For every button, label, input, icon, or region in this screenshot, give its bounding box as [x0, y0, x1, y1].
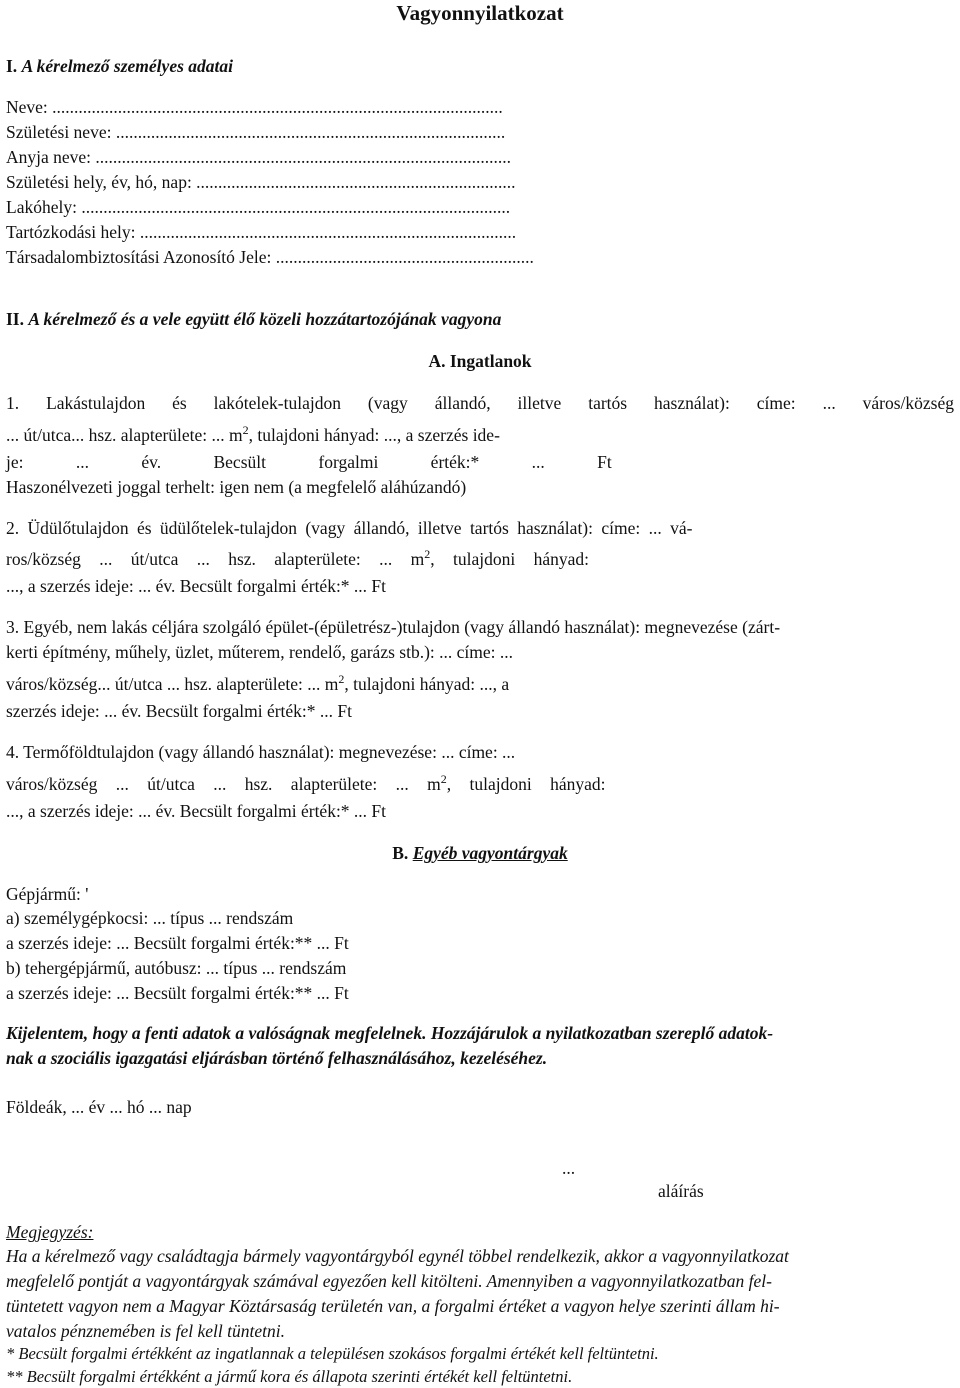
subsection-b-prefix: B.: [392, 843, 409, 863]
place-date-line: Földeák, ... év ... hó ... nap: [6, 1097, 192, 1117]
note-line-3: tüntetett vagyon nem a Magyar Köztársaság területén van, a forgalmi értéket a vagyon helye szerinti állam hi-: [6, 1296, 780, 1316]
vehicle-a-line-2: a szerzés ideje: ... Becsült forgalmi érték:** ... Ft: [6, 933, 349, 953]
field-residence: Lakóhely: ..................................................................................................: [6, 197, 511, 217]
declaration-line-1: Kijelentem, hogy a fenti adatok a valóságnak megfelelnek. Hozzájárulok a nyilatkozatban szereplő adatok-: [6, 1023, 774, 1043]
vehicle-a-line-1: a) személygépkocsi: ... típus ... rendszám: [6, 908, 294, 928]
item-4-sup: 2: [440, 772, 447, 786]
item-1-line-1: 1. Lakástulajdon és lakótelek-tulajdon (vagy állandó, illetve tartós használat): címe: ... város/község: [6, 393, 954, 413]
item-3-line-2: kerti építmény, műhely, üzlet, műterem, rendelő, garázs stb.): ... címe: ...: [6, 642, 514, 662]
item-3-line-3: [6, 673, 509, 695]
subsection-b-heading: [6, 842, 954, 864]
vehicle-b-line-1: b) tehergépjármű, autóbusz: ... típus ... rendszám: [6, 958, 347, 978]
item-4-line-2b: , tulajdoni hányad:: [446, 774, 606, 794]
item-2-line-2a: ros/község ... út/utca ... hsz. alapterülete: ... m: [6, 549, 425, 569]
item-3-sup: 2: [338, 672, 345, 686]
item-1-line-2a: ... út/utca... hsz. alapterülete: ... m: [6, 425, 243, 445]
field-stay-address: Tartózkodási hely: ......................................................................................: [6, 222, 517, 242]
field-mother-name: Anyja neve: ...............................................................................................: [6, 147, 512, 167]
subsection-a-title: A. Ingatlanok: [428, 351, 532, 371]
item-2-line-2: [6, 548, 589, 570]
section-2-title: A kérelmező és a vele együtt élő közeli hozzátartozójának vagyona: [28, 309, 502, 329]
item-1-line-2: [6, 424, 500, 446]
item-4-line-1: 4. Termőföldtulajdon (vagy állandó használat): megnevezése: ... címe: ...: [6, 742, 516, 762]
note-line-6: ** Becsült forgalmi értékként a jármű kora és állapota szerinti értékét kell feltüntetni.: [6, 1367, 573, 1386]
field-birth-place-date: Születési hely, év, hó, nap: .........................................................................: [6, 172, 516, 192]
declaration-line-2: nak a szociális igazgatási eljárásban történő felhasználásához, kezeléséhez.: [6, 1048, 548, 1068]
note-line-4: vatalos pénznemében is fel kell tüntetni.: [6, 1321, 285, 1341]
item-3-line-3b: , tulajdoni hányad: ..., a: [344, 674, 510, 694]
section-1-heading: [6, 55, 233, 77]
field-birth-name: Születési neve: .........................................................................................: [6, 122, 506, 142]
subsection-b-title: Egyéb vagyontárgyak: [412, 843, 568, 863]
item-4-line-3: ..., a szerzés ideje: ... év. Becsült forgalmi érték:* ... Ft: [6, 801, 387, 821]
item-2-line-3: ..., a szerzés ideje: ... év. Becsült forgalmi érték:* ... Ft: [6, 576, 387, 596]
note-line-2: megfelelő pontját a vagyontárgyak számával egyezően kell kitölteni. Amennyiben a vagyonnyilatkozatban fel-: [6, 1271, 772, 1291]
item-3-line-4: szerzés ideje: ... év. Becsült forgalmi érték:* ... Ft: [6, 701, 353, 721]
item-1-line-4: Haszonélvezeti joggal terhelt: igen nem (a megfelelő aláhúzandó): [6, 477, 467, 497]
item-2-line-1: 2. Üdülőtulajdon és üdülőtelek-tulajdon (vagy állandó, illetve tartós használat): címe: ... vá-: [6, 518, 693, 538]
signature-label: aláírás: [658, 1181, 704, 1201]
section-1-title: A kérelmező személyes adatai: [21, 56, 233, 76]
field-taj-number: Társadalombiztosítási Azonosító Jele: ...........................................................: [6, 247, 534, 267]
item-1-line-3: je: ... év. Becsült forgalmi érték:* ... Ft: [6, 452, 612, 472]
item-2-line-2b: , tulajdoni hányad:: [430, 549, 590, 569]
signature-dots: ...: [562, 1158, 576, 1178]
field-name: Neve: .......................................................................................................: [6, 97, 503, 117]
item-1-line-2b: , tulajdoni hányad: ..., a szerzés ide-: [248, 425, 500, 445]
section-2-heading: [6, 308, 501, 330]
document-title: Vagyonnyilatkozat: [396, 1, 564, 25]
item-2-sup: 2: [424, 547, 431, 561]
item-4-line-2: [6, 773, 606, 795]
item-4-line-2a: város/község ... út/utca ... hsz. alapterülete: ... m: [6, 774, 441, 794]
vehicle-heading: Gépjármű: ': [6, 884, 89, 904]
vehicle-b-line-2: a szerzés ideje: ... Becsült forgalmi érték:** ... Ft: [6, 983, 349, 1003]
item-3-line-1: 3. Egyéb, nem lakás céljára szolgáló épület-(épületrész-)tulajdon (vagy állandó használat): megnevezése (zárt-: [6, 617, 781, 637]
item-1-sup: 2: [242, 423, 249, 437]
section-1-number: I.: [6, 56, 18, 76]
note-line-5: * Becsült forgalmi értékként az ingatlannak a településen szokásos forgalmi értékét kell feltüntetni.: [6, 1344, 659, 1363]
item-3-line-3a: város/község... út/utca ... hsz. alapterülete: ... m: [6, 674, 339, 694]
section-2-number: II.: [6, 309, 24, 329]
note-heading: Megjegyzés:: [6, 1222, 94, 1242]
note-line-1: Ha a kérelmező vagy családtagja bármely vagyontárgyból egynél többel rendelkezik, akkor a vagyonnyilatkozat: [6, 1246, 789, 1266]
